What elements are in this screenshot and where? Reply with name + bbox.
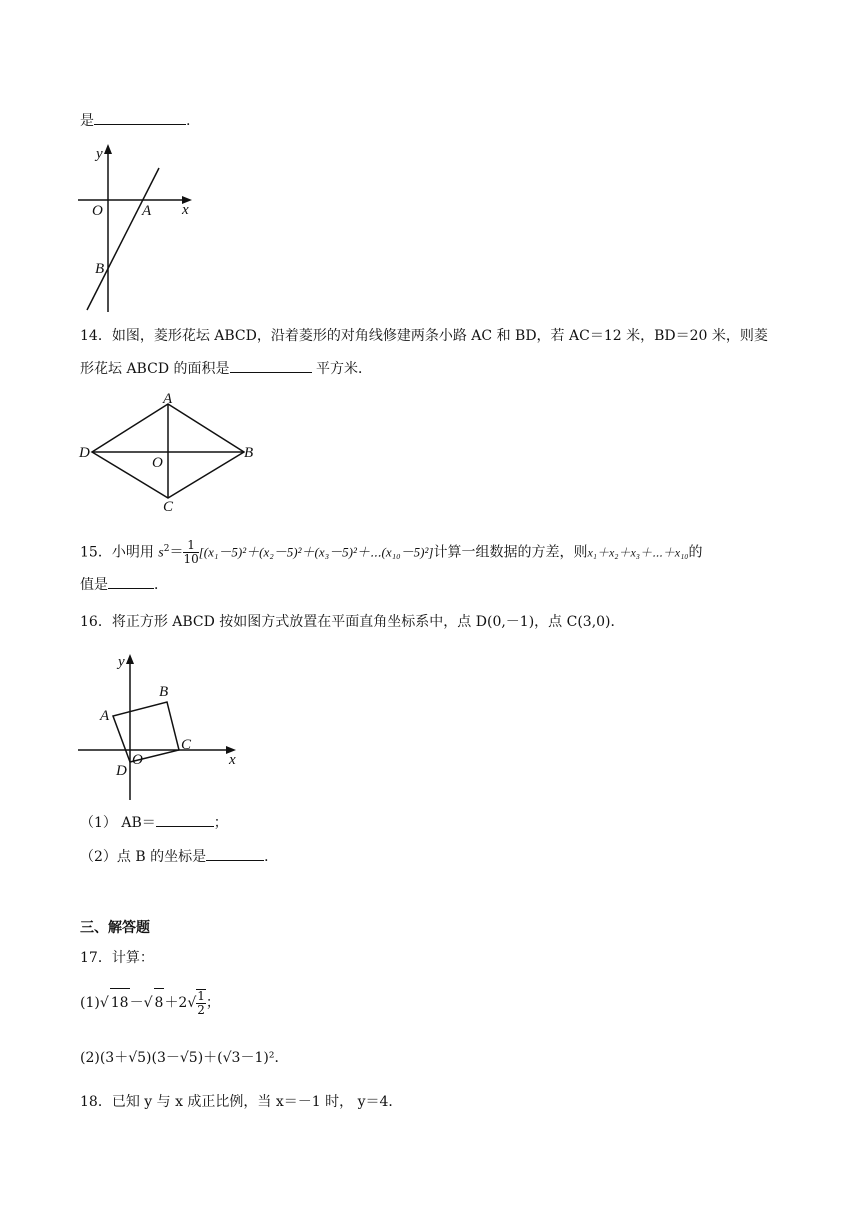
label-o: O — [152, 455, 163, 471]
label-a: A — [142, 203, 152, 219]
q13-answer-blank[interactable] — [94, 110, 186, 125]
q15-line2-text: 值是 — [80, 577, 108, 593]
y-axis-arrow — [104, 144, 112, 154]
label-d: D — [116, 763, 127, 779]
q15-prefix: 15．小明用 — [80, 544, 154, 561]
q17-sqrt8: 8 — [154, 988, 165, 1017]
q17-part1-label: (1) — [80, 995, 100, 1011]
label-x: x — [229, 752, 236, 768]
q17-part2-expr: (3＋√5)(3－√5)＋(√3－1)² — [99, 1050, 275, 1066]
q16-sub2-end: ． — [264, 849, 279, 865]
q15-s: s — [158, 545, 164, 561]
figure-14-rhombus — [76, 388, 266, 513]
q15-line1: 15．小明用 $s^2=$ $\frac{1}{10}$ [(x₁－5)²＋(x₂－5)²＋(x₃－5)²＋⋯(x₁₀－5)²]计算一组数据的方差，则x₁＋x₂＋x₃＋⋯＋x₁₀的 — [80, 538, 703, 567]
label-d: D — [79, 445, 90, 461]
q15-suffix: 的 — [688, 544, 703, 561]
label-origin: O — [92, 203, 103, 219]
figure-13-graph — [76, 140, 201, 315]
figure-16-square — [76, 648, 246, 808]
q15-line2 — [80, 574, 168, 595]
linear-function-line — [87, 168, 159, 310]
q17-stem: 17．计算： — [80, 950, 154, 966]
q15-formula: [(x₁－5)²＋(x₂－5)²＋(x₃－5)²＋⋯(x₁₀－5)²] — [198, 544, 434, 560]
label-a: A — [163, 391, 173, 407]
q13-text: 是 — [80, 113, 94, 129]
section-3-title: 三、解答题 — [80, 920, 150, 936]
square-abcd — [113, 702, 179, 762]
q14-answer-blank[interactable] — [230, 358, 312, 373]
y-axis-arrow — [126, 654, 134, 664]
q13-period: . — [186, 113, 191, 129]
q15-sum: x₁＋x₂＋x₃＋⋯＋x₁₀ — [587, 545, 689, 560]
q17-part2-label: (2) — [80, 1050, 100, 1066]
q14-line2 — [80, 358, 372, 379]
label-x: x — [182, 202, 189, 218]
q16-sub1-text: （1） AB＝ — [80, 815, 156, 831]
q14-line2-text: 形花坛 ABCD 的面积是 — [80, 361, 230, 377]
q15-middle: 计算一组数据的方差，则 — [433, 544, 588, 561]
label-b: B — [159, 684, 169, 700]
q16-sub1-answer-blank[interactable] — [156, 812, 214, 827]
label-b: B — [95, 261, 105, 277]
q16-sub1-end: ； — [213, 815, 228, 831]
q16-sub2 — [80, 846, 278, 867]
label-b: B — [244, 445, 254, 461]
q16-sub2-answer-blank[interactable] — [206, 846, 264, 861]
q18-text: 18．已知 y 与 x 成正比例，当 x＝－1 时， y＝4． — [80, 1094, 403, 1110]
q16-sub1 — [80, 812, 228, 833]
q14-unit: 平方米． — [311, 361, 372, 377]
label-a: A — [100, 708, 110, 724]
q17-sqrt-half: $\frac{1}{2}$ — [197, 989, 205, 1017]
label-y: y — [118, 654, 125, 670]
q17-part2: (2)(3＋√5)(3－√5)＋(√3－1)²． — [80, 1050, 289, 1066]
q15-answer-blank[interactable] — [108, 574, 154, 589]
q16-line1: 16．将正方形 ABCD 按如图方式放置在平面直角坐标系中，点 D(0,－1)，点 C(3,0)． — [80, 614, 625, 630]
q13-answer-line — [80, 110, 190, 131]
q17-part1: (1)√ 18－√ 8＋2√ $\frac{1}{2}$ ； — [80, 989, 220, 1017]
q16-sub2-text: （2）点 B 的坐标是 — [80, 849, 207, 865]
label-c: C — [163, 499, 174, 513]
q15-fraction: $\frac{1}{10}$ — [183, 538, 199, 567]
q17-sqrt18: 18 — [110, 988, 130, 1017]
q15-period: ． — [154, 577, 168, 593]
label-y: y — [96, 146, 103, 162]
label-c: C — [181, 737, 192, 753]
label-origin: O — [132, 752, 143, 768]
q14-line1: 14．如图，菱形花坛 ABCD，沿着菱形的对角线修建两条小路 AC 和 BD，若 AC＝12 米，BD＝20 米，则菱 — [80, 328, 768, 344]
